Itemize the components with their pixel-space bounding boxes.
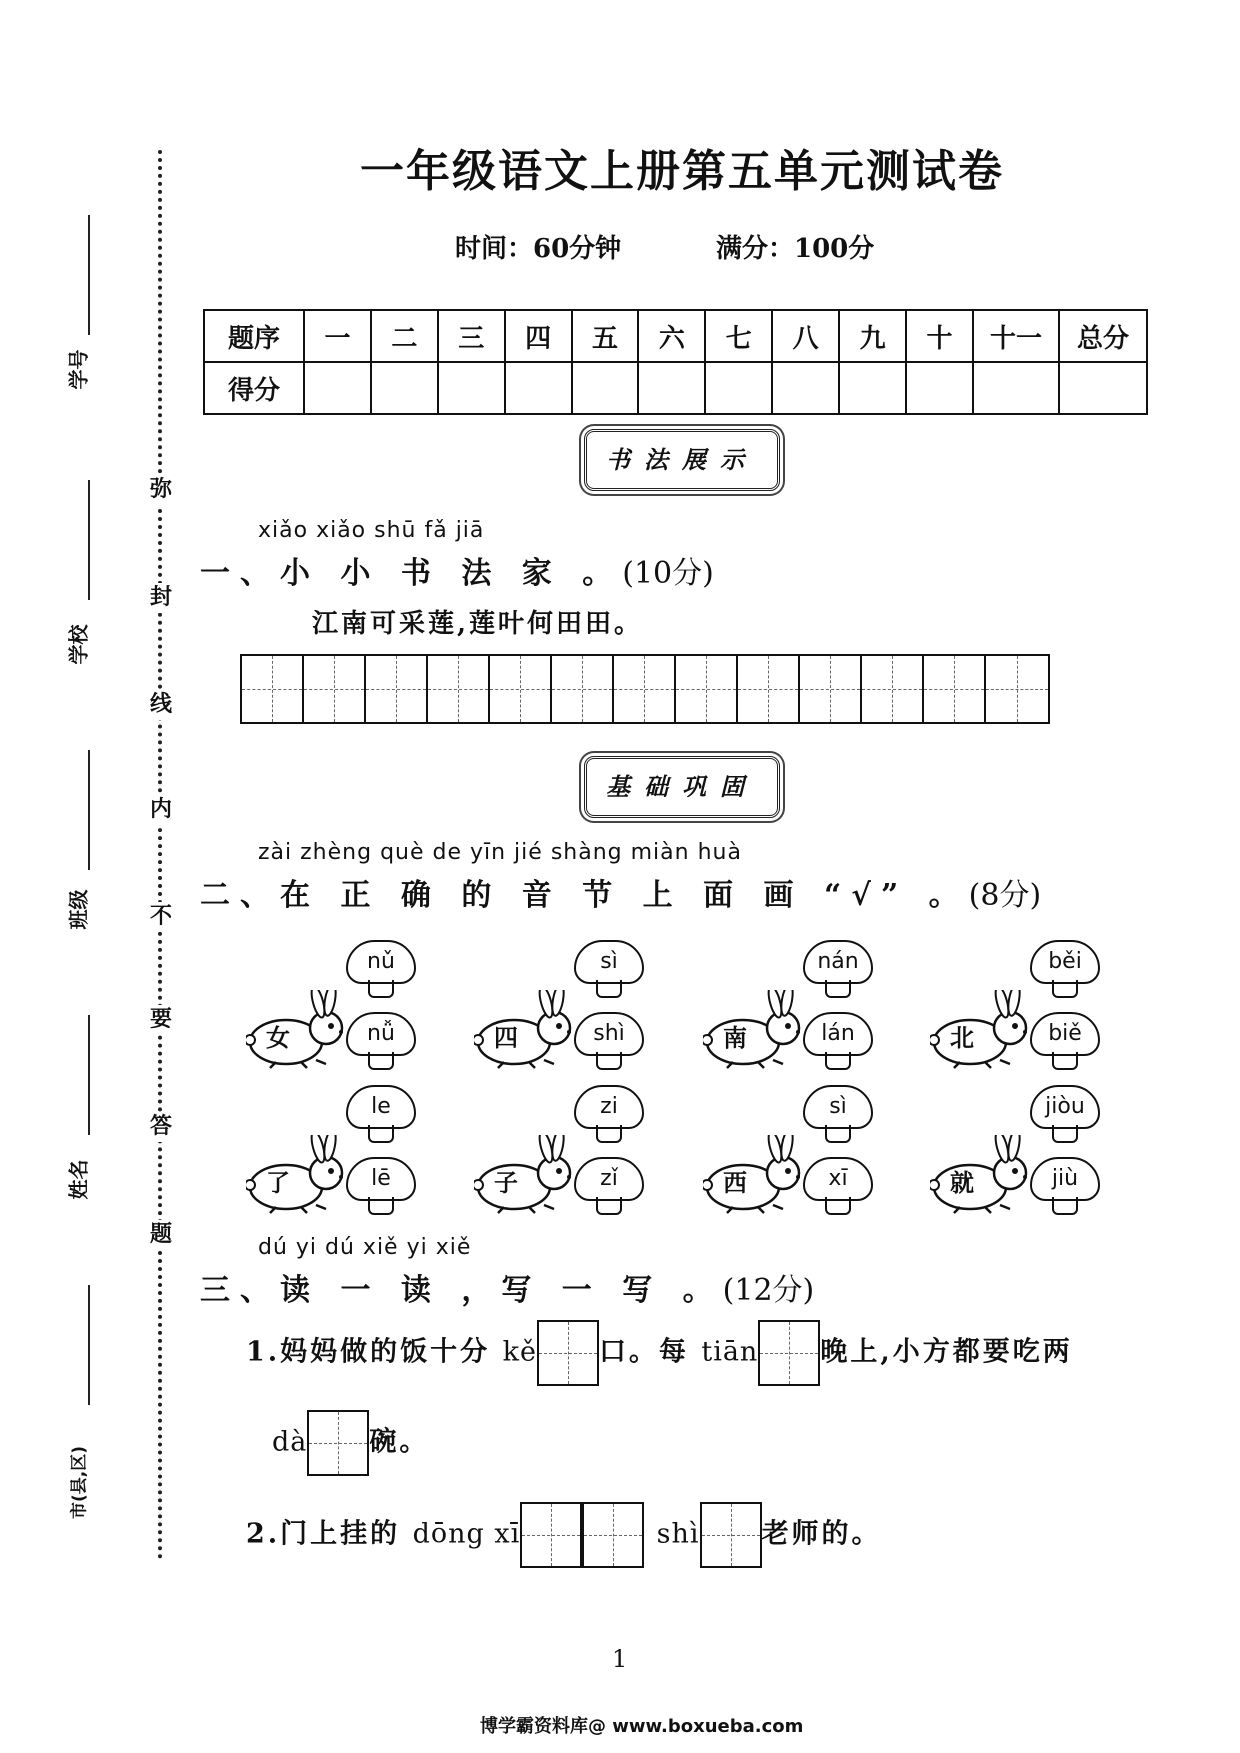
- q3-sentence-1-cont: [272, 1410, 429, 1476]
- q1-heading-text: 一、小 小 书 法 家 。: [200, 556, 623, 591]
- school-label: 学校: [66, 624, 91, 665]
- table-header-cell: 六: [638, 310, 705, 362]
- q3-text: 口。每: [598, 1336, 689, 1368]
- school-line[interactable]: [88, 480, 90, 600]
- score-cell[interactable]: [505, 362, 572, 414]
- score-cell[interactable]: [906, 362, 973, 414]
- pinyin-choice-item: [474, 1085, 644, 1225]
- pinyin-option[interactable]: jiòu: [1030, 1085, 1100, 1129]
- pinyin-option[interactable]: běi: [1030, 940, 1100, 984]
- rabbit-character: 子: [494, 1168, 518, 1197]
- score-cell[interactable]: [1059, 362, 1147, 414]
- q3-heading: [200, 1265, 814, 1309]
- grid-cell[interactable]: [428, 656, 490, 722]
- q3-pinyin-prompt: kě: [502, 1336, 537, 1368]
- q3-text: 晚上,小方都要吃两: [820, 1336, 1073, 1368]
- seal-char: 内: [146, 795, 176, 825]
- mushroom-option-bottom[interactable]: [346, 1012, 412, 1070]
- score-cell[interactable]: [772, 362, 839, 414]
- pinyin-option[interactable]: zǐ: [574, 1157, 644, 1201]
- score-table: [203, 309, 1148, 415]
- q1-score: (10分): [622, 556, 714, 591]
- section-banner-basics: 基础巩固: [584, 756, 780, 818]
- q3-text: 1.妈妈做的饭十分: [246, 1336, 491, 1368]
- grid-cell[interactable]: [986, 656, 1048, 722]
- answer-box[interactable]: [700, 1502, 762, 1568]
- q3-score: (12分): [722, 1273, 815, 1308]
- q2-pinyin: zài zhèng què de yīn jié shàng miàn huà: [258, 840, 742, 865]
- score-cell[interactable]: [371, 362, 438, 414]
- q2-heading: [200, 870, 1041, 914]
- rabbit-character: 西: [723, 1168, 747, 1197]
- name-label: 姓名: [66, 1159, 91, 1200]
- city-line[interactable]: [88, 1285, 90, 1405]
- q3-pinyin-prompt: tiān: [701, 1336, 759, 1368]
- seal-char: 不: [146, 902, 176, 932]
- table-header-cell: 七: [705, 310, 772, 362]
- pinyin-option[interactable]: nǚ: [346, 1012, 416, 1056]
- pinyin-choice-item: [703, 1085, 873, 1225]
- mushroom-stem: [825, 1125, 851, 1143]
- mushroom-stem: [368, 1125, 394, 1143]
- seal-char: 答: [146, 1112, 176, 1142]
- score-cell[interactable]: [438, 362, 505, 414]
- student-id-label: 学号: [66, 349, 91, 390]
- page-title: 一年级语文上册第五单元测试卷: [360, 146, 1004, 197]
- mushroom-option-top[interactable]: [574, 940, 640, 998]
- rabbit-character: 女: [266, 1023, 290, 1052]
- pinyin-choice-item: [474, 940, 644, 1080]
- mushroom-option-bottom[interactable]: [574, 1157, 640, 1215]
- grid-cell[interactable]: [614, 656, 676, 722]
- table-header-cell: 题序: [204, 310, 304, 362]
- score-cell[interactable]: [973, 362, 1059, 414]
- q3-text: 碗。: [369, 1426, 430, 1458]
- mushroom-stem: [825, 1052, 851, 1070]
- city-label: 市(县,区): [69, 1446, 90, 1519]
- table-header-cell: 九: [839, 310, 906, 362]
- pinyin-choice-item: [246, 1085, 416, 1225]
- score-cell[interactable]: [304, 362, 371, 414]
- mushroom-stem: [596, 1197, 622, 1215]
- pinyin-choice-item: [930, 940, 1100, 1080]
- answer-box[interactable]: [307, 1410, 369, 1476]
- mushroom-stem: [368, 980, 394, 998]
- pinyin-option[interactable]: sì: [803, 1085, 873, 1129]
- table-header-cell: 三: [438, 310, 505, 362]
- grid-cell[interactable]: [304, 656, 366, 722]
- mushroom-stem: [1052, 1052, 1078, 1070]
- mushroom-option-top[interactable]: [574, 1085, 640, 1143]
- q3-text: 老师的。: [761, 1518, 882, 1550]
- q3-pinyin: dú yi dú xiě yi xiě: [258, 1235, 472, 1260]
- mushroom-stem: [1052, 1125, 1078, 1143]
- pinyin-option[interactable]: nǔ: [346, 940, 416, 984]
- grid-cell[interactable]: [552, 656, 614, 722]
- score-cell[interactable]: [638, 362, 705, 414]
- answer-box[interactable]: [520, 1502, 582, 1568]
- rabbit-character: 南: [723, 1023, 747, 1052]
- pinyin-choice-item: [246, 940, 416, 1080]
- grid-cell[interactable]: [738, 656, 800, 722]
- pinyin-option[interactable]: jiù: [1030, 1157, 1100, 1201]
- table-row-label: 得分: [204, 362, 304, 414]
- mushroom-stem: [596, 1052, 622, 1070]
- grid-cell[interactable]: [490, 656, 552, 722]
- table-header-cell: 五: [572, 310, 639, 362]
- mushroom-option-bottom[interactable]: [803, 1157, 869, 1215]
- grid-cell[interactable]: [924, 656, 986, 722]
- q1-sentence: 江南可采莲,莲叶何田田。: [312, 609, 644, 639]
- pinyin-option[interactable]: nán: [803, 940, 873, 984]
- class-label: 班级: [66, 889, 91, 930]
- table-header-cell: 十: [906, 310, 973, 362]
- q1-heading: [200, 548, 714, 592]
- q2-score: (8分): [968, 878, 1042, 913]
- answer-box[interactable]: [537, 1320, 599, 1386]
- time-limit: 时间：60分钟: [455, 234, 622, 264]
- score-cell[interactable]: [839, 362, 906, 414]
- q3-text: 2.门上挂的: [246, 1518, 401, 1550]
- q1-pinyin: xiǎo xiǎo shū fǎ jiā: [258, 518, 485, 543]
- q3-pinyin-prompt: dōng xī: [412, 1518, 521, 1550]
- grid-cell[interactable]: [862, 656, 924, 722]
- name-line[interactable]: [88, 1015, 90, 1135]
- seal-char: 要: [146, 1005, 176, 1035]
- seal-char: 封: [146, 583, 176, 613]
- q3-sentence-2: [246, 1502, 882, 1568]
- rabbit-character: 四: [494, 1023, 518, 1052]
- pinyin-option[interactable]: le: [346, 1085, 416, 1129]
- pinyin-option[interactable]: zi: [574, 1085, 644, 1129]
- rabbit-character: 北: [950, 1023, 974, 1052]
- pinyin-option[interactable]: xī: [803, 1157, 873, 1201]
- pinyin-option[interactable]: sì: [574, 940, 644, 984]
- mushroom-stem: [825, 1197, 851, 1215]
- grid-cell[interactable]: [366, 656, 428, 722]
- seal-char: 线: [146, 690, 176, 720]
- grid-cell[interactable]: [676, 656, 738, 722]
- score-cell[interactable]: [705, 362, 772, 414]
- seal-char: 弥: [146, 475, 176, 505]
- mushroom-option-bottom[interactable]: [1030, 1012, 1096, 1070]
- answer-box[interactable]: [758, 1320, 820, 1386]
- mushroom-stem: [368, 1197, 394, 1215]
- table-header-cell: 八: [772, 310, 839, 362]
- mushroom-stem: [596, 980, 622, 998]
- mushroom-stem: [596, 1125, 622, 1143]
- page-number: 1: [612, 1645, 628, 1673]
- student-id-line[interactable]: [88, 215, 90, 335]
- full-score: 满分：100分: [716, 234, 875, 264]
- table-header-cell: 二: [371, 310, 438, 362]
- mushroom-option-top[interactable]: [1030, 1085, 1096, 1143]
- q3-pinyin-prompt: shì: [656, 1518, 700, 1550]
- table-header-cell: 十一: [973, 310, 1059, 362]
- q3-sentence-1: [246, 1320, 1073, 1386]
- mushroom-option-top[interactable]: [803, 940, 869, 998]
- answer-box[interactable]: [582, 1502, 644, 1568]
- mushroom-option-bottom[interactable]: [1030, 1157, 1096, 1215]
- grid-cell[interactable]: [800, 656, 862, 722]
- mushroom-stem: [825, 980, 851, 998]
- table-header-cell: 四: [505, 310, 572, 362]
- mushroom-option-top[interactable]: [346, 1085, 412, 1143]
- q3-pinyin-prompt: dà: [272, 1426, 308, 1458]
- pinyin-option[interactable]: biě: [1030, 1012, 1100, 1056]
- mushroom-option-top[interactable]: [1030, 940, 1096, 998]
- mushroom-option-bottom[interactable]: [574, 1012, 640, 1070]
- binding-dotted-line: [158, 150, 162, 1560]
- score-table-header-row: [204, 310, 1147, 362]
- q2-heading-text: 二、在 正 确 的 音 节 上 面 画 “√” 。: [200, 878, 969, 913]
- pinyin-choice-item: [930, 1085, 1100, 1225]
- pinyin-option[interactable]: lē: [346, 1157, 416, 1201]
- writing-grid[interactable]: [240, 654, 1050, 724]
- section-banner-calligraphy: 书法展示: [584, 429, 780, 491]
- mushroom-option-bottom[interactable]: [803, 1012, 869, 1070]
- table-header-cell: 总分: [1059, 310, 1147, 362]
- score-table-score-row: [204, 362, 1147, 414]
- pinyin-option[interactable]: lán: [803, 1012, 873, 1056]
- mushroom-stem: [368, 1052, 394, 1070]
- seal-char: 题: [146, 1220, 176, 1250]
- mushroom-option-top[interactable]: [803, 1085, 869, 1143]
- score-cell[interactable]: [572, 362, 639, 414]
- pinyin-option[interactable]: shì: [574, 1012, 644, 1056]
- grid-cell[interactable]: [242, 656, 304, 722]
- rabbit-character: 了: [266, 1168, 290, 1197]
- rabbit-character: 就: [950, 1168, 974, 1197]
- pinyin-choice-item: [703, 940, 873, 1080]
- mushroom-option-bottom[interactable]: [346, 1157, 412, 1215]
- mushroom-stem: [1052, 980, 1078, 998]
- mushroom-option-top[interactable]: [346, 940, 412, 998]
- class-line[interactable]: [88, 750, 90, 870]
- table-header-cell: 一: [304, 310, 371, 362]
- footer-watermark: 博学霸资料库@ www.boxueba.com: [480, 1716, 804, 1737]
- q3-heading-text: 三、读 一 读 ，写 一 写 。: [200, 1273, 723, 1308]
- mushroom-stem: [1052, 1197, 1078, 1215]
